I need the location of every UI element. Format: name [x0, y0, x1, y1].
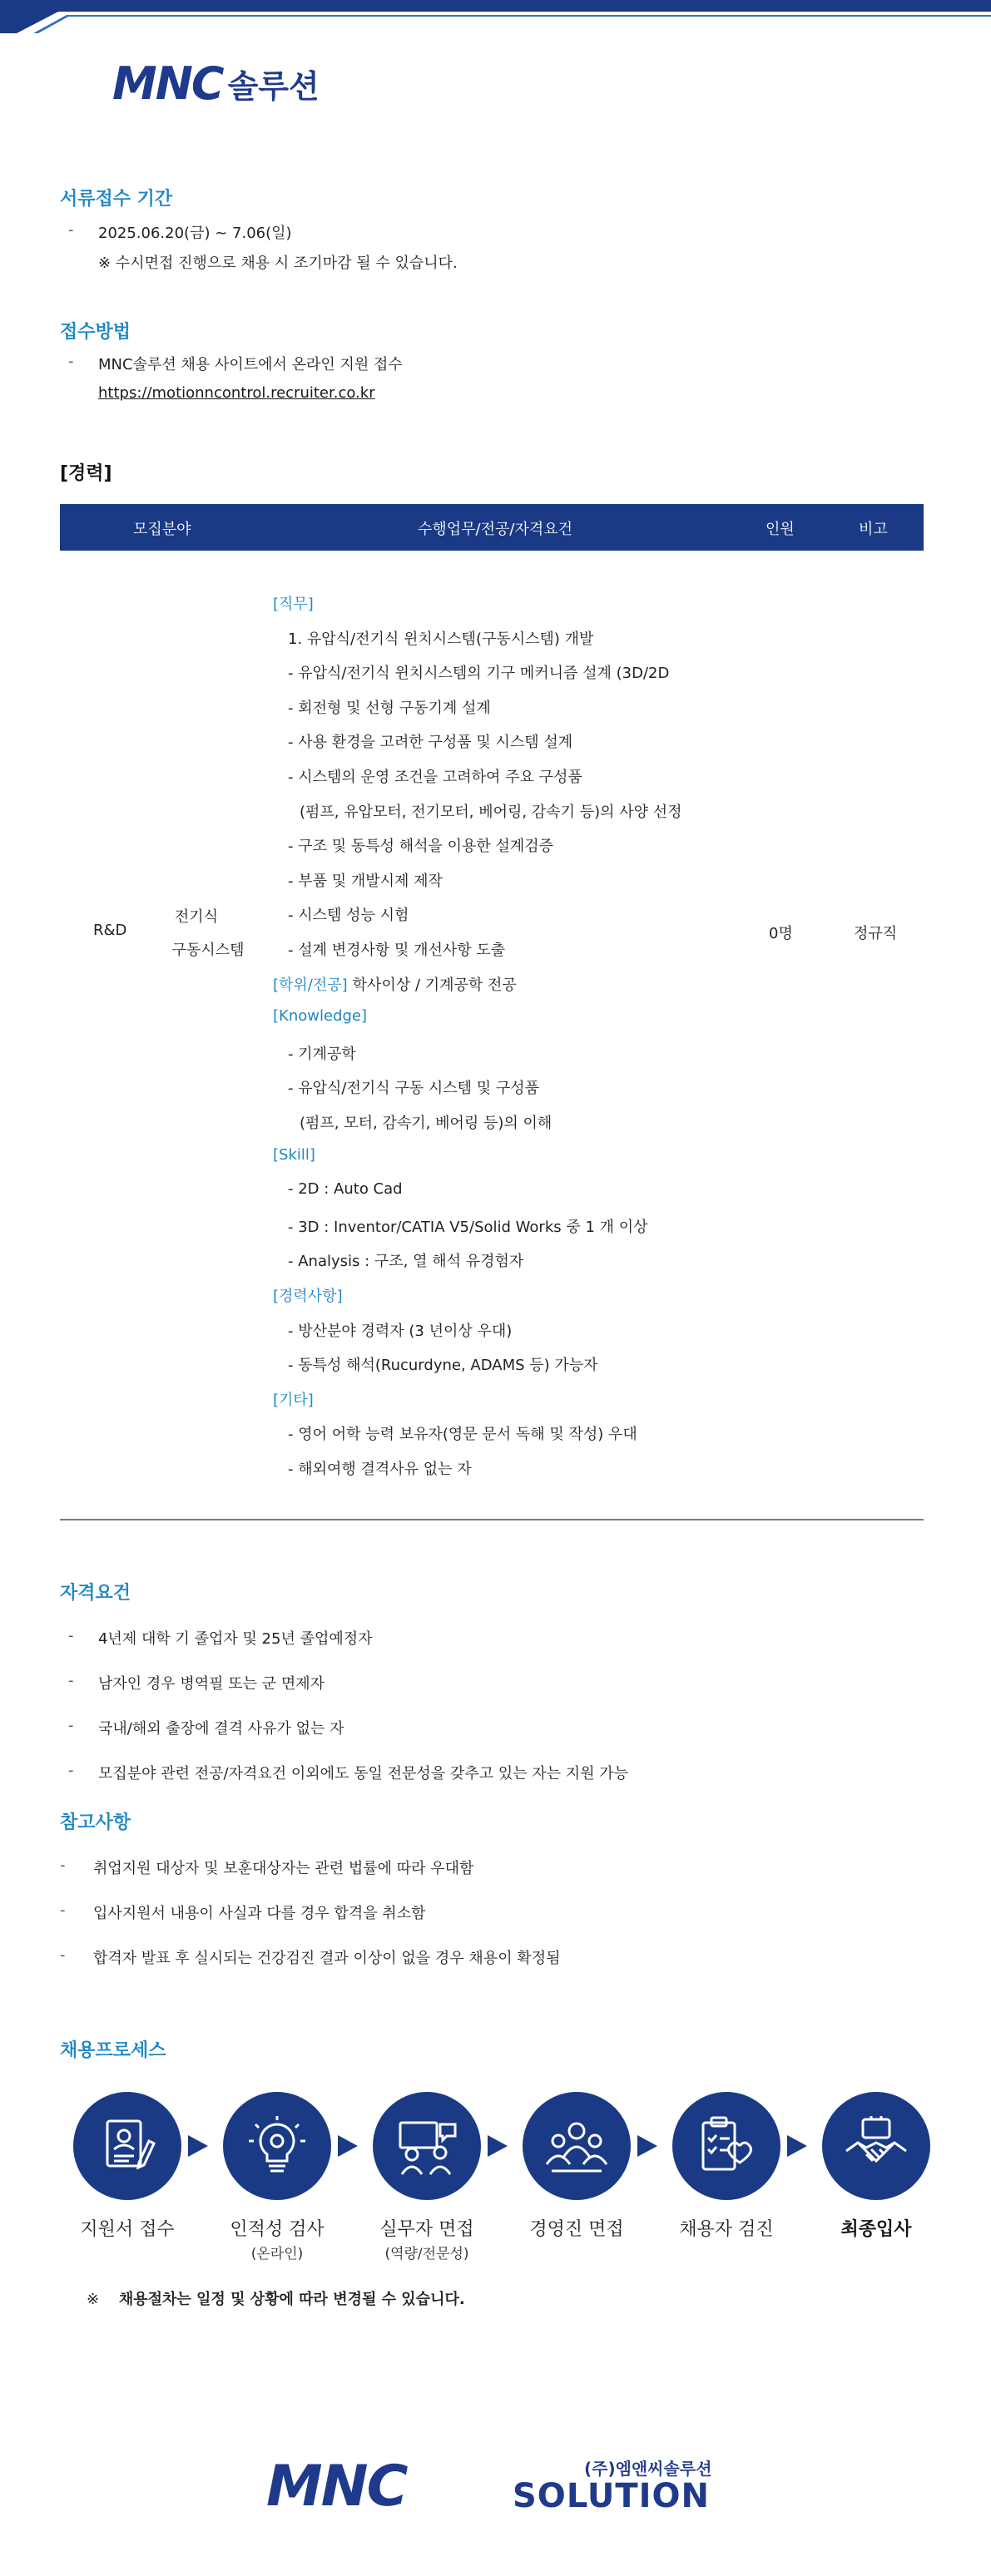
row-headcount: 0명 [769, 925, 793, 942]
bottom-logo-mark: MNC [266, 2454, 407, 2519]
job-detail-line: - 3D : Inventor/CATIA V5/Solid Works 중 1 개 이상 [288, 1218, 648, 1236]
health-check-icon [693, 2113, 760, 2179]
application-period-date: - 2025.06.20(금) ~ 7.06(일) [68, 221, 292, 242]
career-heading: [경력] [60, 463, 112, 484]
col-header-duties: 수행업무/전공/자격요건 [418, 521, 573, 538]
job-detail-section-tag: [직무] [273, 596, 314, 613]
job-detail-line: - 동특성 해석(Rucurdyne, ADAMS 등) 가능자 [288, 1357, 598, 1375]
list-item: 모집분야 관련 전공/자격요건 이외에도 동일 전문성을 갖추고 있는 자는 지원 가능 [98, 1765, 629, 1782]
col-header-field: 모집분야 [133, 521, 191, 538]
step-label-2: 인적성 검사 [230, 2219, 325, 2240]
list-item: 합격자 발표 후 실시되는 건강검진 결과 이상이 없을 경우 채용이 확정됨 [93, 1950, 561, 1967]
job-detail-line: [학위/전공] 학사이상 / 기계공학 전공 [273, 976, 517, 994]
bottom-logo-solution: SOLUTION [513, 2477, 711, 2515]
step-arrow-4 [637, 2135, 657, 2157]
job-detail-line: - 기계공학 [288, 1045, 356, 1063]
job-detail-line: - 2D : Auto Cad [288, 1180, 403, 1199]
job-detail-line: - 해외여행 결격사유 없는 자 [288, 1461, 472, 1478]
step-circle-application [73, 2092, 181, 2200]
logo-korean: 솔루션 [227, 67, 320, 105]
step-arrow-5 [787, 2135, 807, 2157]
process-note: ※ 채용절차는 일정 및 상황에 따라 변경될 수 있습니다. [87, 2291, 465, 2308]
list-item: 국내/해외 출장에 결격 사유가 없는 자 [98, 1720, 344, 1738]
top-banner-stripe [0, 0, 991, 33]
col-header-remark: 비고 [859, 521, 888, 538]
step-label-5: 채용자 검진 [679, 2219, 774, 2240]
process-title: 채용프로세스 [60, 2040, 166, 2061]
step-circle-executive [523, 2092, 631, 2200]
company-logo [112, 58, 320, 108]
job-detail-line: - 유압식/전기식 구동 시스템 및 구성품 [288, 1080, 539, 1098]
job-detail-section-tag: [기타] [273, 1391, 314, 1409]
job-detail-line: - 부품 및 개발시제 제작 [288, 872, 443, 890]
job-detail-line: - 시스템 성능 시험 [288, 907, 409, 925]
bullet-marker: - [60, 1857, 66, 1874]
step-circle-interview [373, 2092, 481, 2200]
row-field: R&D [93, 922, 127, 939]
list-item: 취업지원 대상자 및 보훈대상자는 관련 법률에 따라 우대함 [93, 1860, 474, 1877]
step-arrow-3 [488, 2135, 508, 2157]
bottom-logo [266, 2454, 732, 2520]
step-sub-3: (역량/전문성) [384, 2246, 469, 2262]
step-arrow-2 [338, 2135, 358, 2157]
job-detail-line: - 구조 및 동특성 해석을 이용한 설계검증 [288, 838, 554, 856]
step-circle-aptitude [223, 2092, 331, 2200]
job-detail-line: - 사용 환경을 고려한 구성품 및 시스템 설계 [288, 734, 573, 752]
bullet-marker: - [68, 1672, 74, 1689]
step-circle-health [672, 2092, 780, 2200]
qualifications-title: 자격요건 [60, 1583, 131, 1604]
step-label-6: 최종입사 [840, 2219, 912, 2240]
job-detail-section-tag: [Knowledge] [273, 1007, 367, 1026]
bottom-logo-corp: (주)엠앤씨솔루션 [584, 2459, 712, 2479]
interview-icon [394, 2113, 460, 2179]
list-item: 4년제 대학 기 졸업자 및 25년 졸업예정자 [98, 1630, 373, 1648]
job-detail-line: - 설계 변경사항 및 개선사항 도출 [288, 942, 506, 959]
job-detail-section-tag: [Skill] [273, 1145, 315, 1164]
step-label-4: 경영진 면접 [529, 2219, 624, 2240]
step-arrow-1 [188, 2135, 208, 2157]
job-detail-line: - 시스템의 운영 조건을 고려하여 주요 구성품 [288, 769, 582, 786]
resume-icon [94, 2113, 161, 2179]
bullet-marker: - [60, 1901, 66, 1919]
bullet-marker: - [68, 1627, 74, 1644]
job-detail-line: - Analysis : 구조, 열 해석 유경험자 [288, 1253, 524, 1271]
step-circle-final [822, 2092, 930, 2200]
step-label-3: 실무자 면접 [379, 2219, 474, 2240]
job-detail-line: 1. 유압식/전기식 윈치시스템(구동시스템) 개발 [288, 630, 594, 648]
group-icon [543, 2113, 610, 2179]
table-header [60, 504, 924, 551]
job-detail-section-tag: [경력사항] [273, 1288, 343, 1305]
job-detail-line: - 방산분야 경력자 (3 년이상 우대) [288, 1322, 513, 1340]
row-position-line1: 전기식 [174, 908, 219, 926]
job-detail-line: - 영어 어학 능력 보유자(영문 문서 독해 및 작성) 우대 [288, 1426, 637, 1444]
application-period-note: ※ 수시면접 진행으로 채용 시 조기마감 될 수 있습니다. [98, 255, 458, 272]
list-item: 입사지원서 내용이 사실과 다를 경우 합격을 취소함 [93, 1905, 426, 1922]
bullet-marker: - [68, 1762, 74, 1779]
job-detail-line: (펌프, 유압모터, 전기모터, 베어링, 감속기 등)의 사양 선정 [300, 803, 682, 821]
step-label-1: 지원서 접수 [80, 2219, 175, 2240]
job-detail-line: - 회전형 및 선형 구동기계 설계 [288, 699, 491, 717]
job-detail-line: - 유압식/전기식 윈치시스템의 기구 메커니즘 설계 (3D/2D [288, 665, 670, 683]
lightbulb-gear-icon [244, 2113, 310, 2179]
step-sub-2: (온라인) [250, 2246, 304, 2262]
col-header-headcount: 인원 [766, 521, 795, 538]
application-method-text: - MNC솔루션 채용 사이트에서 온라인 지원 접수 [68, 353, 403, 373]
job-detail-line: (펌프, 모터, 감속기, 베어링 등)의 이해 [300, 1115, 552, 1132]
application-method-title: 접수방법 [60, 322, 131, 343]
bullet-marker: - [68, 1717, 74, 1734]
handshake-icon [843, 2113, 909, 2179]
bullet-marker: - [60, 1946, 66, 1964]
job-detail-section-tag: [학위/전공] [273, 976, 348, 994]
table-bottom-divider [60, 1519, 924, 1520]
row-position-line2: 구동시스템 [171, 942, 245, 959]
recruit-site-link[interactable]: https://motionncontrol.recruiter.co.kr [98, 384, 375, 402]
logo-mark: MNC [112, 57, 223, 110]
list-item: 남자인 경우 병역필 또는 군 면제자 [98, 1675, 325, 1693]
notes-title: 참고사항 [60, 1812, 131, 1833]
row-remark: 정규직 [854, 925, 898, 942]
application-period-title: 서류접수 기간 [60, 189, 173, 210]
